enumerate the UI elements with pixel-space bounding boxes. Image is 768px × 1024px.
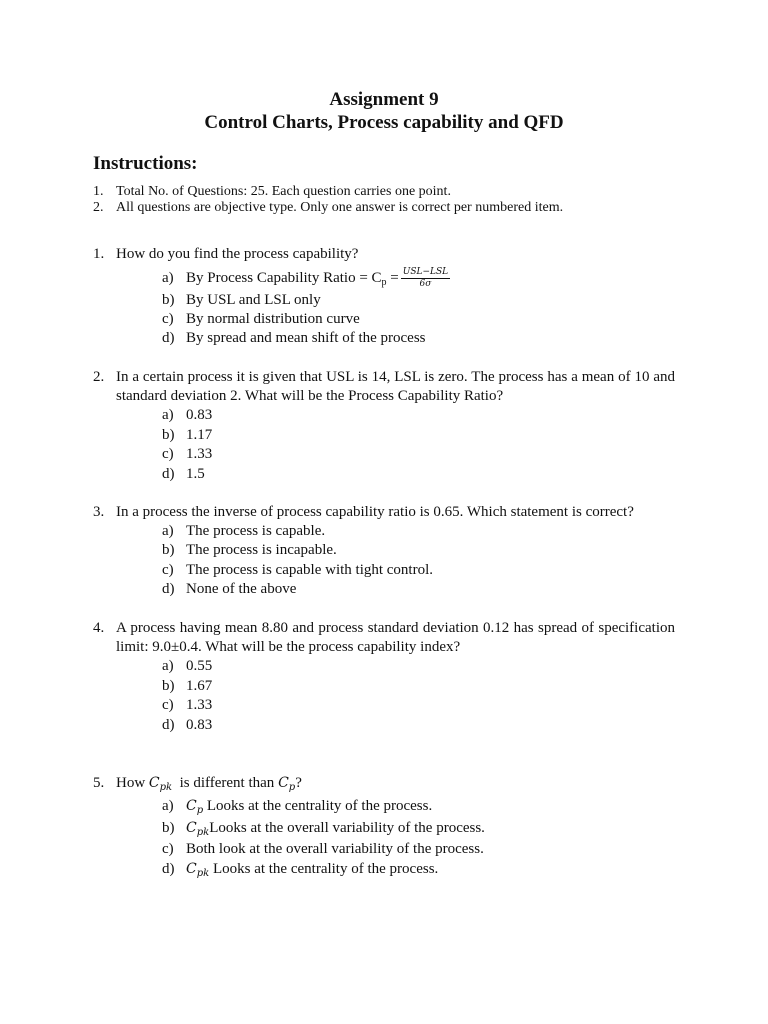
option-text: By spread and mean shift of the process — [186, 330, 426, 346]
assignment-subtitle: Control Charts, Process capability and QFD — [204, 112, 564, 133]
option-letter: a) — [162, 269, 174, 286]
question-text: A process having mean 8.80 and process standard deviation 0.12 has spread of specification limit: 9.0±0.4. What will be the process capability index? — [116, 620, 675, 655]
option-4d — [162, 716, 212, 735]
option-text: 0.83 — [186, 717, 213, 733]
option-text: Looks at the centrality of the process. — [203, 798, 433, 814]
option-letter: c) — [162, 562, 174, 578]
option-3c — [162, 561, 433, 580]
option-1a — [162, 267, 450, 292]
question-number: 1. — [93, 246, 105, 262]
option-letter: d) — [162, 581, 175, 597]
option-letter: a) — [162, 523, 174, 539]
instruction-number: 2. — [93, 200, 104, 215]
option-text: The process is capable. — [186, 523, 326, 539]
cp-subscript: p — [381, 276, 387, 288]
option-4a — [162, 657, 212, 676]
question-text-part: is different than — [172, 775, 279, 791]
option-4b — [162, 677, 212, 696]
option-2c — [162, 445, 212, 464]
question-text: In a certain process it is given that USL is 14, LSL is zero. The process has a mean of 10 and standard deviation 2. What will be the Process Capability Ratio? — [116, 369, 675, 404]
question-text: How do you find the process capability? — [116, 246, 359, 262]
option-text: The process is capable with tight control. — [186, 562, 434, 578]
cpk-symbol: C — [148, 775, 160, 791]
option-5a — [162, 797, 432, 820]
option-text: 0.83 — [186, 407, 213, 423]
option-text: 1.33 — [186, 697, 213, 713]
option-text: 1.67 — [186, 678, 213, 694]
question-text-part: ? — [295, 775, 302, 791]
cp-subscript: p — [196, 805, 204, 816]
option-1c — [162, 310, 360, 329]
question-text: In a process the inverse of process capability ratio is 0.65. Which statement is correct? — [116, 504, 634, 520]
cp-subscript: p — [288, 782, 296, 793]
cpk-symbol: C — [186, 820, 197, 836]
option-letter: b) — [162, 292, 175, 308]
option-text: 0.55 — [186, 658, 213, 674]
option-letter: b) — [162, 542, 175, 558]
option-2d — [162, 465, 205, 484]
cp-formula-fraction — [401, 267, 450, 290]
question-number: 3. — [93, 504, 105, 520]
option-2b — [162, 426, 212, 445]
question-1 — [93, 245, 675, 264]
option-5c — [162, 840, 484, 859]
option-letter: c) — [162, 446, 174, 462]
option-letter: d) — [162, 717, 175, 733]
option-text: Looks at the overall variability of the process. — [209, 820, 485, 836]
cpk-subscript: pk — [159, 782, 173, 793]
option-text: 1.5 — [186, 466, 205, 482]
equals-sign: = — [386, 269, 399, 286]
option-letter: d) — [162, 861, 175, 877]
option-1d — [162, 329, 426, 348]
option-text: Both look at the overall variability of the process. — [186, 841, 484, 857]
fraction-numerator: USL−LSL — [402, 267, 449, 277]
option-letter: a) — [162, 798, 174, 814]
option-text: None of the above — [186, 581, 297, 597]
option-3b — [162, 541, 337, 560]
cp-symbol: C — [278, 775, 289, 791]
option-text: Looks at the centrality of the process. — [209, 861, 439, 877]
option-letter: d) — [162, 330, 175, 346]
option-2a — [162, 406, 212, 425]
option-letter: c) — [162, 841, 174, 857]
option-letter: b) — [162, 427, 175, 443]
option-letter: d) — [162, 466, 175, 482]
option-letter: c) — [162, 697, 174, 713]
cpk-symbol: C — [186, 861, 197, 877]
question-number: 5. — [93, 775, 105, 791]
question-3 — [93, 503, 675, 522]
question-number: 2. — [93, 369, 105, 385]
cp-symbol: C — [186, 798, 197, 814]
instruction-item — [93, 200, 563, 216]
option-1b — [162, 291, 321, 310]
question-text-part: How — [116, 775, 149, 791]
option-5d — [162, 860, 438, 883]
cpk-subscript: pk — [196, 868, 210, 879]
option-letter: b) — [162, 820, 175, 836]
question-5 — [93, 774, 675, 797]
option-3a — [162, 522, 325, 541]
question-text — [116, 774, 675, 797]
instruction-text: Total No. of Questions: 25. Each question carries one point. — [116, 184, 451, 199]
instruction-number: 1. — [93, 184, 104, 199]
question-number: 4. — [93, 620, 105, 636]
option-letter: a) — [162, 658, 174, 674]
fraction-denominator: 6σ — [419, 279, 432, 289]
option-text: The process is incapable. — [186, 542, 337, 558]
option-5b — [162, 819, 485, 842]
option-text: By Process Capability Ratio = C — [186, 269, 382, 286]
option-text: By normal distribution curve — [186, 311, 360, 327]
option-3d — [162, 580, 296, 599]
option-text: 1.33 — [186, 446, 213, 462]
option-letter: b) — [162, 678, 175, 694]
question-2 — [93, 368, 675, 406]
assignment-title: Assignment 9 — [329, 89, 439, 110]
cpk-subscript: pk — [196, 827, 210, 838]
option-letter: c) — [162, 311, 174, 327]
option-text: 1.17 — [186, 427, 213, 443]
instructions-heading: Instructions: — [93, 153, 198, 174]
option-text: By USL and LSL only — [186, 292, 321, 308]
option-4c — [162, 696, 212, 715]
instruction-text: All questions are objective type. Only one answer is correct per numbered item. — [116, 200, 564, 215]
question-4 — [93, 619, 675, 657]
option-letter: a) — [162, 407, 174, 423]
instruction-item — [93, 184, 451, 200]
